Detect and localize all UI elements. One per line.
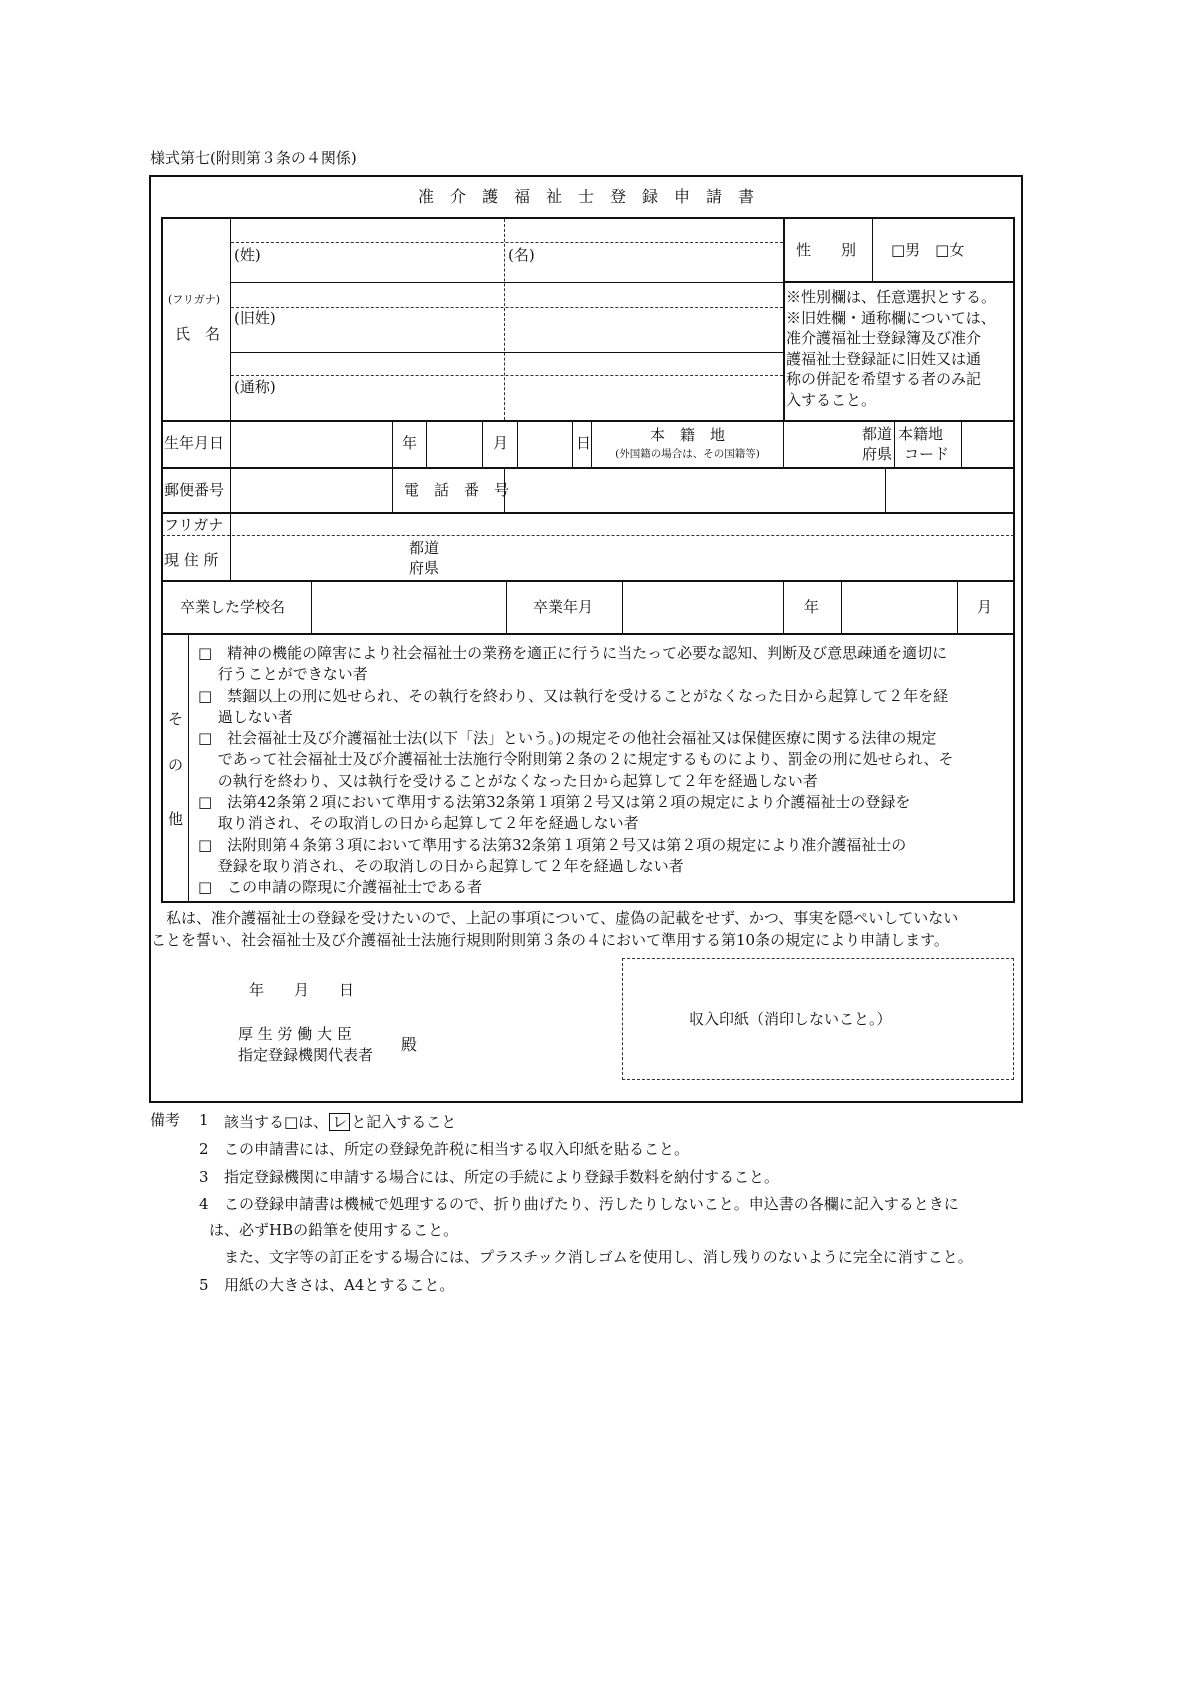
address-input[interactable] bbox=[442, 537, 1013, 579]
phone-input[interactable] bbox=[506, 470, 884, 511]
other-label-1: そ bbox=[168, 710, 184, 728]
remark-4-num: 4 bbox=[199, 1195, 209, 1213]
remark-3-num: 3 bbox=[199, 1168, 209, 1186]
grad-label: 卒業年月 bbox=[533, 598, 594, 616]
school-input[interactable] bbox=[312, 583, 505, 632]
birth-month-input[interactable] bbox=[427, 422, 481, 466]
addressee-agency: 指定登録機関代表者 bbox=[238, 1046, 374, 1064]
address-label: 現 住 所 bbox=[164, 551, 219, 569]
remark-5-num: 5 bbox=[199, 1276, 209, 1294]
address-pref-input[interactable] bbox=[231, 537, 406, 579]
mei-label: (名) bbox=[508, 246, 535, 264]
remarks-label: 備考 bbox=[150, 1111, 181, 1129]
address-pref1: 都道 bbox=[409, 539, 440, 557]
kyusei-label: (旧姓) bbox=[234, 309, 276, 327]
honseki-label: 本 籍 地 bbox=[649, 426, 725, 444]
tick-box-icon: レ bbox=[329, 1113, 350, 1131]
remark-4: この登録申請書は機械で処理するので、折り曲げたり、汚したりしないこと。申込書の各欄に記入するときに bbox=[224, 1195, 959, 1213]
remark-2-num: 2 bbox=[199, 1140, 209, 1158]
address-pref2: 府県 bbox=[409, 559, 440, 577]
grad-year-unit: 年 bbox=[804, 598, 820, 616]
birth-label: 生年月日 bbox=[164, 434, 225, 452]
remark-5: 用紙の大きさは、A4とすること。 bbox=[224, 1276, 455, 1294]
honseki-code-input[interactable] bbox=[962, 422, 1014, 466]
birth-day-input[interactable] bbox=[518, 422, 571, 466]
stamp-label: 収入印紙（消印しないこと。） bbox=[689, 1010, 892, 1028]
address-furigana-input[interactable] bbox=[231, 515, 1013, 534]
dono: 殿 bbox=[401, 1035, 418, 1054]
furigana-label: (フリガナ) bbox=[168, 293, 221, 306]
tsusho-label: (通称) bbox=[234, 378, 276, 396]
remark-2: この申請書には、所定の登録免許税に相当する収入印紙を貼ること。 bbox=[224, 1140, 690, 1158]
postal-input[interactable] bbox=[231, 470, 391, 511]
honseki-sub: (外国籍の場合は、その国籍等) bbox=[615, 448, 760, 460]
name-label: 氏 名 bbox=[175, 325, 221, 343]
declaration: 私は、准介護福祉士の登録を受けたいので、上記の事項について、虚偽の記載をせず、かつ、事実を隠ぺいしていない ことを誓い、社会福祉士及び介護福祉士法施行規則附則第３条の４において準用する第10条の規定により申請します。 bbox=[151, 909, 959, 949]
application-date[interactable]: 年 月 日 bbox=[249, 981, 355, 999]
birth-year-input[interactable] bbox=[231, 422, 391, 466]
birth-month-unit: 月 bbox=[493, 434, 509, 452]
grad-month-input[interactable] bbox=[842, 583, 956, 632]
address-furigana-label: フリガナ bbox=[164, 516, 224, 534]
grad-year-input[interactable] bbox=[623, 583, 782, 632]
mei-input[interactable] bbox=[505, 252, 782, 281]
mei-furigana-input[interactable] bbox=[505, 284, 782, 306]
condition-5[interactable]: □ 法附則第４条第３項において準用する法第32条第１項第２号又は第２項の規定により准介護福祉士の bbox=[198, 835, 907, 854]
condition-4[interactable]: □ 法第42条第２項において準用する法第32条第１項第２号又は第２項の規定により介護福祉士の登録を bbox=[198, 793, 911, 812]
other-label-2: の bbox=[168, 756, 184, 774]
addressee-minister: 厚 生 労 働 大 臣 bbox=[238, 1025, 352, 1043]
phone-label: 電 話 番 号 bbox=[404, 481, 510, 499]
remark-1-num: 1 bbox=[199, 1111, 209, 1129]
grad-month-unit: 月 bbox=[977, 598, 993, 616]
form-title: 准 介 護 福 祉 士 登 録 申 請 書 bbox=[417, 187, 754, 206]
condition-6[interactable]: □ この申請の際現に介護福祉士である者 bbox=[198, 878, 483, 897]
condition-1[interactable]: □ 精神の機能の障害により社会福祉士の業務を適正に行うに当たって必要な認知、判断及び意思疎通を適切に bbox=[198, 644, 948, 662]
remark-4-cont: は、必ずHBの鉛筆を使用すること。 bbox=[209, 1221, 459, 1239]
honseki-code1: 本籍地 bbox=[898, 425, 944, 443]
sei-input[interactable] bbox=[231, 252, 503, 281]
honseki-pref-input[interactable] bbox=[785, 422, 860, 466]
gender-options[interactable]: □男 □女 bbox=[891, 241, 965, 259]
tsusho-input[interactable] bbox=[231, 392, 503, 418]
sei-furigana-input[interactable] bbox=[231, 284, 503, 306]
remark-3: 指定登録機関に申請する場合には、所定の手続により登録手数料を納付すること。 bbox=[224, 1168, 780, 1186]
birth-year-unit: 年 bbox=[402, 434, 418, 452]
postal-label: 郵便番号 bbox=[164, 481, 225, 499]
form-label: 様式第七(附則第３条の４関係) bbox=[150, 149, 357, 167]
condition-3[interactable]: □ 社会福祉士及び介護福祉士法(以下「法」という。)の規定その他社会福祉又は保健医療に関する法律の規定 bbox=[198, 729, 937, 748]
gender-note: ※性別欄は、任意選択とする。 ※旧姓欄・通称欄については、 准介護福祉士登録簿及び准介 護福祉士登録証に旧姓又は通 称の併記を希望する者のみ記 入すること。 bbox=[786, 288, 997, 409]
honseki-code2: コード bbox=[904, 445, 950, 463]
gender-label: 性 別 bbox=[796, 241, 857, 259]
condition-2[interactable]: □ 禁錮以上の刑に処せられ、その執行を終わり、又は執行を受けることがなくなった日から起算して２年を経 bbox=[198, 686, 949, 705]
other-conditions: □ 精神の機能の障害により社会福祉士の業務を適正に行うに当たって必要な認知、判断及び意思疎通を適切に 行うことができない者 □ 禁錮以上の刑に処せられ、その執行を終わり、又は執行を受けることがなくなった日から起算して２年を経 過しない者 □ 社会福祉士及び介護福祉士法(以下「法」という。)の規定その他社会福祉又は保健医療に関する法律の規定 であって社会福祉士及び介護福祉士法施行令附則第２条の２に規定するものにより、罰金の刑に処せられ、そ の執行を終わり、又は執行を受けることがなくなった日から起算して２年を経過しない者 □ 法第42条第２項において準用する法第32条第１項第２号又は第２項の規定により介護福祉士の登録を 取り消され、その取消しの日から起算して２年を経過しない者 □ 法附則第４条第３項において準用する法第32条第１項第２号又は第２項の規定により准介護福祉士の 登録を取り消され、その取消しの日から起算して２年を経過しない者 □ この申請の際現に介護福祉士である者 bbox=[198, 643, 954, 899]
kyusei-input[interactable] bbox=[231, 330, 503, 351]
sei-label: (姓) bbox=[234, 246, 261, 264]
remark-1: 該当する□は、 レ と記入すること bbox=[224, 1113, 457, 1131]
remark-4-cont2: また、文字等の訂正をする場合には、プラスチック消しゴムを使用し、消し残りのないように完全に消すこと。 bbox=[224, 1248, 973, 1266]
school-label: 卒業した学校名 bbox=[180, 598, 286, 616]
honseki-pref2: 府県 bbox=[862, 445, 893, 463]
birth-day-unit: 日 bbox=[576, 434, 592, 452]
other-label-3: 他 bbox=[168, 810, 184, 828]
honseki-pref1: 都道 bbox=[862, 425, 893, 443]
